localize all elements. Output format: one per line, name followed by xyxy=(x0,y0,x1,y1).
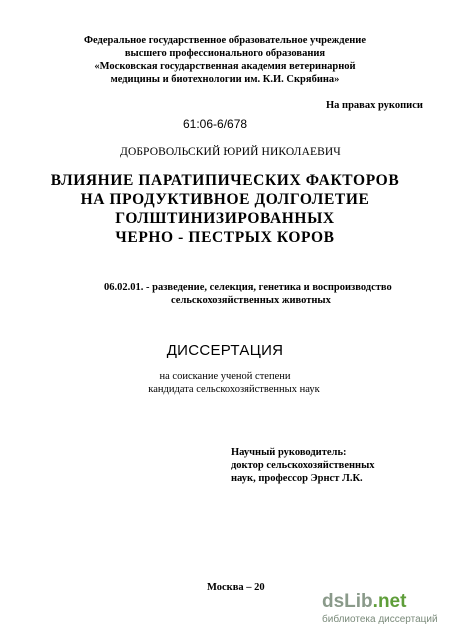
author-name: ДОБРОВОЛЬСКИЙ ЮРИЙ НИКОЛАЕВИЧ xyxy=(120,146,341,158)
institution-line: Федеральное государственное образовательное учреждение xyxy=(83,35,367,46)
specialty-line: 06.02.01. - разведение, селекция, генетика и воспроизводство xyxy=(104,282,392,293)
specialty-code xyxy=(104,281,392,307)
degree-line: на соискание ученой степени xyxy=(159,371,291,382)
institution-line: высшего профессионального образования xyxy=(124,48,326,59)
supervisor-line: Научный руководитель: xyxy=(231,447,347,458)
document-code: 61:06-6/678 xyxy=(183,117,248,131)
city-year: Москва – 20 xyxy=(207,582,265,593)
scientific-supervisor xyxy=(231,446,375,485)
degree-line: кандидата сельскохозяйственных наук xyxy=(148,384,320,395)
title-line: ВЛИЯНИЕ ПАРАТИПИЧЕСКИХ ФАКТОРОВ xyxy=(50,172,400,189)
dissertation-title xyxy=(0,171,450,247)
title-line: НА ПРОДУКТИВНОЕ ДОЛГОЛЕТИЕ xyxy=(80,191,370,208)
institution-line: «Московская государственная академия ветеринарной xyxy=(94,61,356,72)
dslib-watermark xyxy=(322,592,442,626)
institution-header xyxy=(0,34,450,86)
degree-sought xyxy=(0,370,450,396)
dslib-logo: dsLib.net xyxy=(322,591,407,612)
title-line: ЧЕРНО - ПЕСТРЫХ КОРОВ xyxy=(115,229,335,246)
document-type: ДИССЕРТАЦИЯ xyxy=(166,342,284,359)
manuscript-rights-note: На правах рукописи xyxy=(326,100,423,111)
institution-line: медицины и биотехнологии им. К.И. Скрябина» xyxy=(110,74,340,85)
specialty-line: сельскохозяйственных животных xyxy=(171,295,331,306)
watermark-subtitle: библиотека диссертаций xyxy=(322,614,438,625)
supervisor-line: доктор сельскохозяйственных xyxy=(231,460,375,471)
title-line: ГОЛШТИНИЗИРОВАННЫХ xyxy=(115,210,335,227)
supervisor-line: наук, профессор Эрнст Л.К. xyxy=(231,473,363,484)
